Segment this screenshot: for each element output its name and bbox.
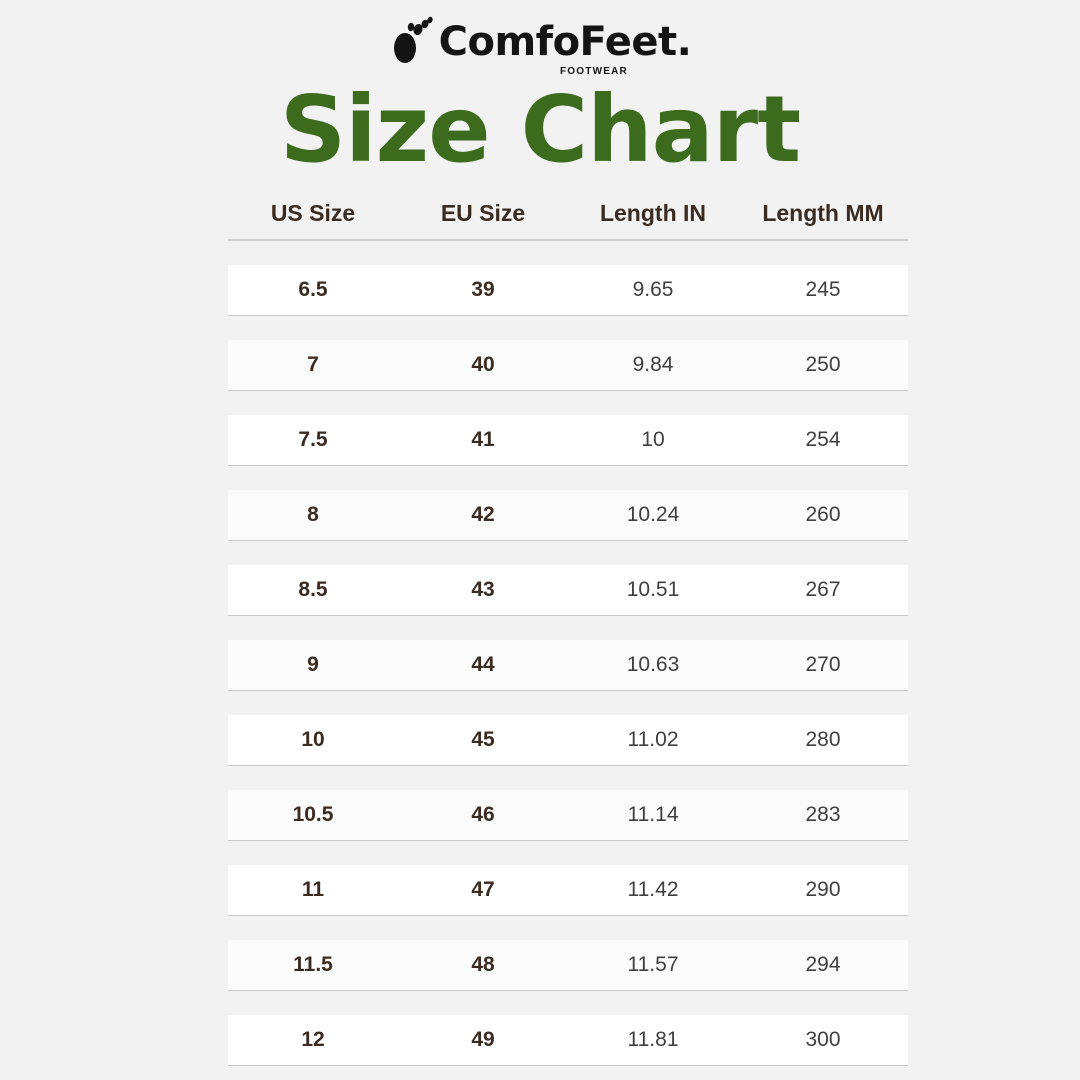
table-row bbox=[228, 415, 908, 466]
cell-us-size: 7.5 bbox=[298, 428, 328, 451]
page-title: Size Chart bbox=[279, 76, 801, 183]
row-spacer bbox=[228, 991, 908, 1015]
table-row bbox=[228, 565, 908, 616]
cell-eu-size: 40 bbox=[471, 353, 495, 376]
cell-eu-size: 48 bbox=[471, 953, 495, 976]
cell-length-in: 9.65 bbox=[632, 278, 674, 301]
row-spacer bbox=[228, 391, 908, 415]
row-spacer bbox=[228, 916, 908, 940]
cell-length-mm: 267 bbox=[805, 578, 841, 601]
cell-length-mm: 294 bbox=[805, 953, 841, 976]
cell-length-in: 10.63 bbox=[626, 653, 680, 676]
cell-length-in: 11.57 bbox=[627, 953, 679, 976]
cell-length-in: 11.02 bbox=[627, 728, 679, 751]
row-spacer bbox=[228, 316, 908, 340]
cell-us-size: 10.5 bbox=[292, 803, 334, 826]
footprint-icon bbox=[389, 15, 433, 65]
cell-length-mm: 250 bbox=[805, 353, 841, 376]
column-header-eu-size: EU Size bbox=[440, 200, 526, 226]
brand-tagline: FOOTWEAR bbox=[560, 66, 628, 77]
table-row bbox=[228, 790, 908, 841]
cell-length-mm: 290 bbox=[805, 878, 841, 901]
cell-eu-size: 44 bbox=[471, 653, 495, 676]
table-row bbox=[228, 715, 908, 766]
cell-eu-size: 47 bbox=[471, 878, 495, 901]
cell-length-mm: 254 bbox=[805, 428, 841, 451]
cell-length-in: 11.14 bbox=[627, 803, 679, 826]
cell-length-in: 10.24 bbox=[626, 503, 680, 526]
cell-eu-size: 43 bbox=[471, 578, 495, 601]
row-spacer bbox=[228, 541, 908, 565]
cell-length-in: 10 bbox=[641, 428, 665, 451]
cell-us-size: 8.5 bbox=[298, 578, 328, 601]
cell-length-mm: 270 bbox=[805, 653, 841, 676]
brand-name: ComfoFeet. bbox=[438, 19, 692, 65]
cell-length-mm: 260 bbox=[805, 503, 841, 526]
cell-eu-size: 39 bbox=[471, 278, 495, 301]
brand-logo bbox=[0, 0, 1080, 65]
cell-us-size: 10 bbox=[301, 728, 325, 751]
cell-eu-size: 42 bbox=[471, 503, 495, 526]
cell-us-size: 11 bbox=[301, 878, 325, 901]
header-spacer bbox=[228, 241, 908, 265]
row-spacer bbox=[228, 691, 908, 715]
cell-us-size: 8 bbox=[307, 503, 319, 526]
cell-eu-size: 49 bbox=[471, 1028, 495, 1051]
table-row bbox=[228, 640, 908, 691]
table-row bbox=[228, 865, 908, 916]
table-row bbox=[228, 340, 908, 391]
cell-eu-size: 41 bbox=[471, 428, 495, 451]
table-header-row bbox=[228, 200, 908, 241]
table-row bbox=[228, 265, 908, 316]
cell-length-in: 9.84 bbox=[632, 353, 674, 376]
cell-length-mm: 245 bbox=[805, 278, 841, 301]
size-chart-table bbox=[228, 200, 908, 1066]
column-header-us-size: US Size bbox=[270, 200, 356, 226]
cell-us-size: 7 bbox=[307, 353, 319, 376]
row-spacer bbox=[228, 616, 908, 640]
cell-length-in: 11.42 bbox=[627, 878, 679, 901]
cell-us-size: 9 bbox=[307, 653, 319, 676]
cell-us-size: 6.5 bbox=[298, 278, 328, 301]
table-row bbox=[228, 490, 908, 541]
cell-eu-size: 46 bbox=[471, 803, 495, 826]
cell-eu-size: 45 bbox=[471, 728, 495, 751]
cell-length-in: 10.51 bbox=[626, 578, 680, 601]
cell-length-mm: 283 bbox=[805, 803, 841, 826]
cell-us-size: 11.5 bbox=[293, 953, 333, 976]
cell-us-size: 12 bbox=[301, 1028, 325, 1051]
table-row bbox=[228, 940, 908, 991]
cell-length-mm: 280 bbox=[805, 728, 841, 751]
row-spacer bbox=[228, 466, 908, 490]
column-header-length-mm: Length MM bbox=[762, 200, 884, 226]
column-header-length-in: Length IN bbox=[599, 200, 707, 226]
row-spacer bbox=[228, 766, 908, 790]
row-spacer bbox=[228, 841, 908, 865]
cell-length-mm: 300 bbox=[805, 1028, 841, 1051]
cell-length-in: 11.81 bbox=[627, 1028, 679, 1051]
table-row bbox=[228, 1015, 908, 1066]
